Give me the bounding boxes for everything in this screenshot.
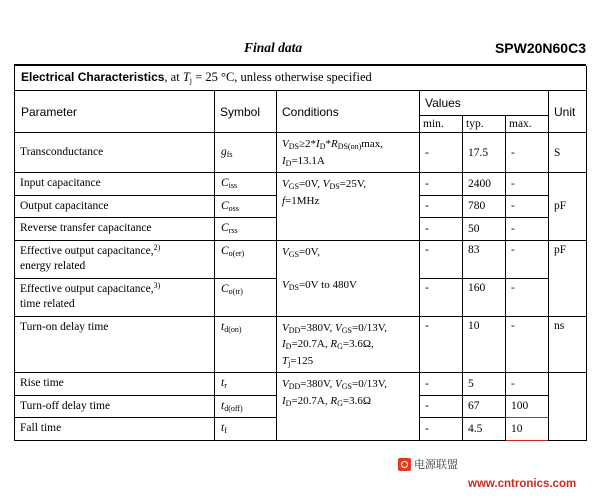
row-conditions: $V_{DD}=380V$, $V_{GS}=0/13V$, $I_D=20.7A$, $R_G=3.6\Omega$ [277,373,420,441]
row-symbol: $C_{o(er)}$ [215,240,277,278]
row-value-min: - [420,316,463,373]
table-row [15,373,587,396]
row-value-typ: 67 [463,395,506,418]
page-bottom-mask [0,490,600,496]
row-value-typ: 780 [463,195,506,218]
row-value-typ: 83 [463,240,506,278]
table-row [15,316,587,373]
electrical-characteristics-table [14,66,587,441]
row-symbol: $C_{oss}$ [215,195,277,218]
table-caption-row [15,66,587,91]
table-header-row [15,91,587,116]
row-value-max: - [506,240,549,278]
row-value-min: - [420,418,463,441]
row-value-typ: 17.5 [463,133,506,173]
row-value-min: - [420,173,463,196]
row-parameter: Fall time [15,418,215,441]
row-symbol: $t_r$ [215,373,277,396]
watermark-logo-icon [398,458,411,471]
row-parameter: Input capacitance [15,173,215,196]
table-row [15,240,587,278]
row-parameter: Turn-on delay time [15,316,215,373]
row-parameter: Reverse transfer capacitance [15,218,215,241]
row-conditions: $V_{DS}\ge 2*I_D*R_{DS(on)}\max$, $I_D=13.1A$ [277,133,420,173]
row-value-max: 10 [506,418,549,441]
table-row [15,173,587,196]
header-document-status: Final data [244,40,303,55]
row-value-max: 100 [506,395,549,418]
row-unit [549,373,587,441]
column-header-symbol: Symbol [215,91,277,133]
page-header [14,40,586,62]
row-value-max: - [506,218,549,241]
row-conditions: $V_{GS}=0V$, $V_{DS}=0V$ to 480V [277,240,420,316]
row-symbol: $t_{d(on)}$ [215,316,277,373]
row-unit: pF [549,173,587,241]
column-header-typ: typ. [463,116,506,133]
row-conditions: $V_{GS}=0V$, $V_{DS}=25V$, f=1MHz [277,173,420,241]
row-value-min: - [420,373,463,396]
row-value-typ: 160 [463,278,506,316]
column-header-conditions: Conditions [277,91,420,133]
row-value-max: - [506,173,549,196]
row-symbol: $C_{rss}$ [215,218,277,241]
row-value-min: - [420,240,463,278]
row-value-typ: 2400 [463,173,506,196]
row-symbol: $g_{fs}$ [215,133,277,173]
row-value-typ: 4.5 [463,418,506,441]
table-caption [15,66,587,91]
row-parameter: Transconductance [15,133,215,173]
row-value-min: - [420,195,463,218]
row-unit: ns [549,316,587,373]
watermark-text: 电源联盟 [414,459,458,471]
row-symbol: $t_{d(off)}$ [215,395,277,418]
row-parameter: Rise time [15,373,215,396]
watermark [398,456,458,472]
column-header-values: Values [420,91,549,116]
column-header-min: min. [420,116,463,133]
row-parameter: Output capacitance [15,195,215,218]
footer-url: www.cntronics.com [468,478,577,490]
row-unit: S [549,133,587,173]
row-value-min: - [420,395,463,418]
row-parameter: Effective output capacitance,$^{2)}$ energy related [15,240,215,278]
row-conditions: $V_{DD}=380V$, $V_{GS}=0/13V$, $I_D=20.7A$, $R_G=3.6\Omega$, $T_j=125$ [277,316,420,373]
row-symbol: $C_{iss}$ [215,173,277,196]
table-row [15,133,587,173]
row-value-max: - [506,373,549,396]
row-parameter: Effective output capacitance,$^{3)}$ time related [15,278,215,316]
row-value-max: - [506,278,549,316]
row-value-typ: 10 [463,316,506,373]
table-caption-rest: , at $T_j = 25$ °C, unless otherwise specified [164,70,372,85]
row-value-min: - [420,278,463,316]
row-symbol: $t_f$ [215,418,277,441]
column-header-unit: Unit [549,91,587,133]
row-value-typ: 50 [463,218,506,241]
row-value-min: - [420,218,463,241]
column-header-parameter: Parameter [15,91,215,133]
row-value-min: - [420,133,463,173]
row-value-max: - [506,316,549,373]
header-part-number: SPW20N60C3 [494,40,586,56]
row-symbol: $C_{o(tr)}$ [215,278,277,316]
column-header-max: max. [506,116,549,133]
row-value-max: - [506,133,549,173]
row-value-max: - [506,195,549,218]
row-unit: pF [549,240,587,316]
row-parameter: Turn-off delay time [15,395,215,418]
table-caption-bold: Electrical Characteristics [21,70,165,84]
row-value-typ: 5 [463,373,506,396]
